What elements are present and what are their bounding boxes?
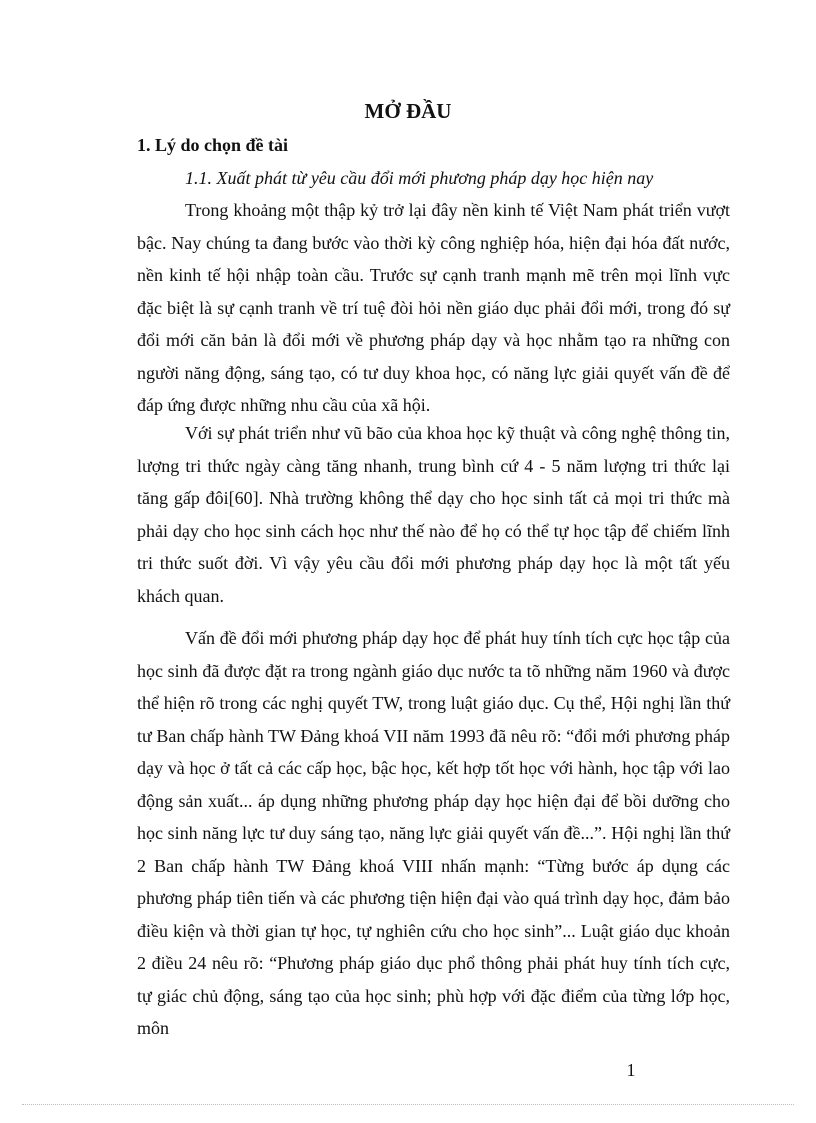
paragraph-3: Vấn đề đổi mới phương pháp dạy học để phát huy tính tích cực học tập của học sinh đã được đặt ra trong ngành giáo dục nước ta tõ những năm 1960 và được thể hiện rõ trong các nghị quyết TW, trong luật giáo dục. Cụ thể, Hội nghị lần thứ tư Ban chấp hành TW Đảng khoá VII năm 1993 đã nêu rõ: “đổi mới phương pháp dạy và học ở tất cả các cấp học, bậc học, kết hợp tốt học với hành, học tập với lao động sản xuất... áp dụng những phương pháp dạy học hiện đại để bồi dưỡng cho học sinh năng lực tư duy sáng tạo, năng lực giải quyết vấn đề...”. Hội nghị lần thứ 2 Ban chấp hành TW Đảng khoá VIII nhấn mạnh: “Từng bước áp dụng các phương pháp tiên tiến và các phương tiện hiện đại vào quá trình dạy học, đảm bảo điều kiện và thời gian tự học, tự nghiên cứu cho học sinh”... Luật giáo dục khoản 2 điều 24 nêu rõ: “Phương pháp giáo dục phổ thông phải phát huy tính tích cực, tự giác chủ động, sáng tạo của học sinh; phù hợp với đặc điểm của từng lớp học, môn: [137, 628, 730, 1038]
paragraph-1: Trong khoảng một thập kỷ trở lại đây nền kinh tế Việt Nam phát triển vượt bậc. Nay chúng ta đang bước vào thời kỳ công nghiệp hóa, hiện đại hóa đất nước, nền kinh tế hội nhập toàn cầu. Trước sự cạnh tranh mạnh mẽ trên mọi lĩnh vực đặc biệt là sự cạnh tranh về trí tuệ đòi hỏi nền giáo dục phải đổi mới, trong đó sự đổi mới căn bản là đổi mới về phương pháp dạy và học nhằm tạo ra những con người năng động, sáng tạo, có tư duy khoa học, có năng lực giải quyết vấn đề để đáp ứng được những nhu cầu của xã hội.: [137, 200, 730, 415]
subsection-heading: 1.1. Xuất phát từ yêu cầu đổi mới phương pháp dạy học hiện nay: [185, 168, 654, 188]
page-footer-divider: [22, 1104, 794, 1105]
document-title: MỞ ĐẦU: [364, 99, 452, 123]
page-number: 1: [626, 1060, 636, 1080]
paragraph-2: Với sự phát triển như vũ bão của khoa học kỹ thuật và công nghệ thông tin, lượng tri thức ngày càng tăng nhanh, trung bình cứ 4 - 5 năm lượng tri thức lại tăng gấp đôi[60]. Nhà trường không thể dạy cho học sinh tất cả mọi tri thức mà phải dạy cho học sinh cách học như thế nào để họ có thể tự học tập để chiếm lĩnh tri thức suốt đời. Vì vậy yêu cầu đổi mới phương pháp dạy học là một tất yếu khách quan.: [137, 423, 730, 606]
section-heading: 1. Lý do chọn đề tài: [137, 135, 289, 155]
